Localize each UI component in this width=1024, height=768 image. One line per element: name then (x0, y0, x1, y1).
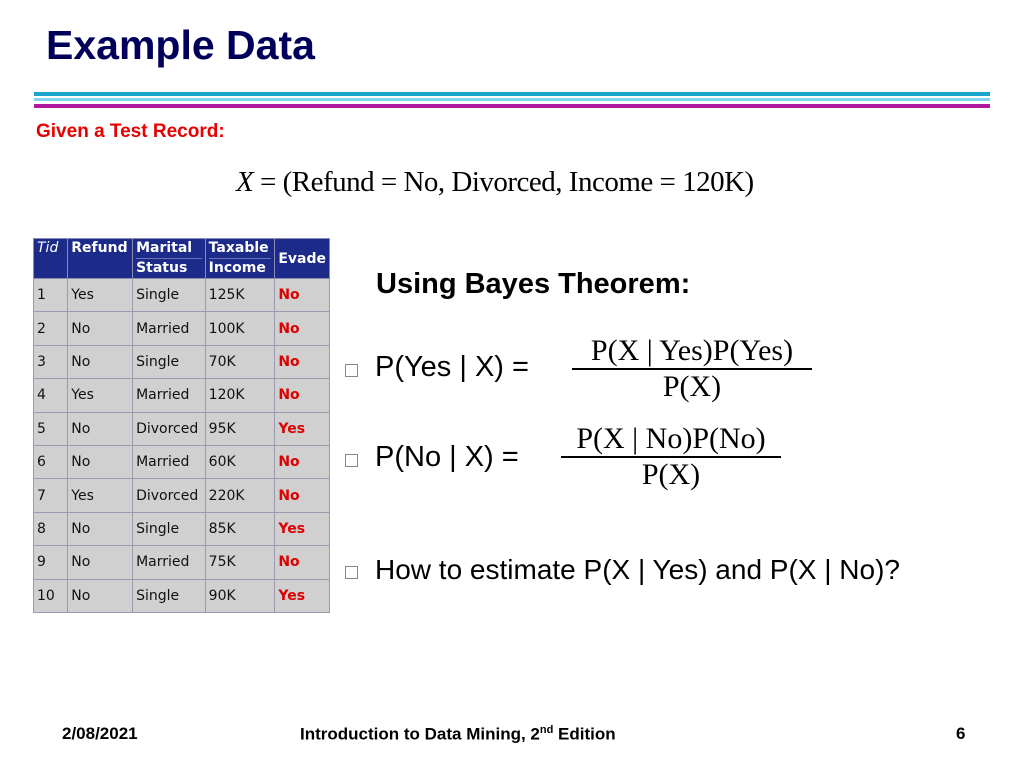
table-row (34, 379, 330, 412)
title-divider-top (34, 92, 990, 96)
formula-body: = (Refund = No, Divorced, Income = 120K) (259, 166, 754, 198)
table-row (34, 412, 330, 445)
cell-taxable-income: 220K (205, 479, 275, 512)
bayes-heading: Using Bayes Theorem: (376, 268, 691, 300)
formula-variable: X (236, 166, 254, 198)
cell-tid: 1 (34, 279, 68, 312)
cell-marital-status: Married (133, 546, 206, 579)
cell-taxable-income: 75K (205, 546, 275, 579)
posterior-yes-numerator: P(X | Yes)P(Yes) (590, 334, 794, 367)
footer-page-number: 6 (956, 724, 966, 743)
title-divider-bottom (34, 104, 990, 108)
cell-refund: Yes (68, 479, 133, 512)
cell-refund: No (68, 512, 133, 545)
posterior-yes-denominator: P(X) (662, 370, 722, 403)
cell-evade: No (275, 546, 330, 579)
cell-tid: 5 (34, 412, 68, 445)
cell-taxable-income: 100K (205, 312, 275, 345)
table-body (34, 279, 330, 613)
cell-evade: No (275, 279, 330, 312)
cell-taxable-income: 95K (205, 412, 275, 445)
training-data-table (33, 238, 330, 613)
cell-refund: No (68, 445, 133, 478)
cell-refund: No (68, 312, 133, 345)
cell-taxable-income: 60K (205, 445, 275, 478)
header-marital-status: Marital Status (133, 239, 206, 279)
cell-refund: No (68, 412, 133, 445)
posterior-no-numerator: P(X | No)P(No) (576, 422, 766, 455)
cell-tid: 8 (34, 512, 68, 545)
test-record-formula (236, 166, 754, 199)
footer-date: 2/08/2021 (62, 724, 138, 743)
cell-marital-status: Single (133, 345, 206, 378)
cell-refund: No (68, 345, 133, 378)
cell-refund: No (68, 546, 133, 579)
cell-tid: 3 (34, 345, 68, 378)
header-tid: Tid (34, 239, 68, 279)
cell-refund: Yes (68, 279, 133, 312)
table-header-row (34, 239, 330, 279)
cell-evade: Yes (275, 512, 330, 545)
table-row (34, 479, 330, 512)
cell-tid: 6 (34, 445, 68, 478)
header-taxable-income: Taxable Income (205, 239, 275, 279)
cell-evade: No (275, 312, 330, 345)
cell-marital-status: Divorced (133, 412, 206, 445)
header-refund: Refund (68, 239, 133, 279)
posterior-no-label: P(No | X) = (375, 441, 519, 473)
cell-refund: No (68, 579, 133, 612)
posterior-yes-fraction (572, 334, 812, 404)
slide-title: Example Data (46, 22, 315, 68)
cell-taxable-income: 90K (205, 579, 275, 612)
cell-marital-status: Married (133, 445, 206, 478)
title-divider-middle (34, 98, 990, 101)
estimate-question: How to estimate P(X | Yes) and P(X | No)? (375, 554, 900, 585)
cell-evade: No (275, 445, 330, 478)
test-record-heading: Given a Test Record: (36, 121, 225, 142)
cell-tid: 2 (34, 312, 68, 345)
cell-tid: 9 (34, 546, 68, 579)
table-row (34, 546, 330, 579)
cell-taxable-income: 85K (205, 512, 275, 545)
cell-evade: Yes (275, 412, 330, 445)
cell-marital-status: Married (133, 312, 206, 345)
posterior-no-denominator: P(X) (641, 458, 701, 491)
table-row (34, 579, 330, 612)
cell-taxable-income: 125K (205, 279, 275, 312)
cell-marital-status: Single (133, 579, 206, 612)
cell-marital-status: Married (133, 379, 206, 412)
cell-tid: 7 (34, 479, 68, 512)
cell-tid: 10 (34, 579, 68, 612)
table-row (34, 279, 330, 312)
cell-taxable-income: 120K (205, 379, 275, 412)
cell-refund: Yes (68, 379, 133, 412)
posterior-yes-label: P(Yes | X) = (375, 351, 529, 383)
posterior-no-fraction (561, 422, 781, 492)
table-row (34, 512, 330, 545)
header-evade: Evade (275, 239, 330, 279)
table-row (34, 312, 330, 345)
bullet-icon (345, 454, 358, 467)
cell-evade: Yes (275, 579, 330, 612)
bullet-icon (345, 364, 358, 377)
cell-marital-status: Single (133, 279, 206, 312)
cell-evade: No (275, 479, 330, 512)
bullet-icon (345, 566, 358, 579)
cell-evade: No (275, 379, 330, 412)
table-row (34, 445, 330, 478)
cell-evade: No (275, 345, 330, 378)
cell-tid: 4 (34, 379, 68, 412)
footer-course-title: Introduction to Data Mining, 2nd Edition (300, 724, 616, 744)
cell-marital-status: Divorced (133, 479, 206, 512)
cell-marital-status: Single (133, 512, 206, 545)
cell-taxable-income: 70K (205, 345, 275, 378)
table-row (34, 345, 330, 378)
